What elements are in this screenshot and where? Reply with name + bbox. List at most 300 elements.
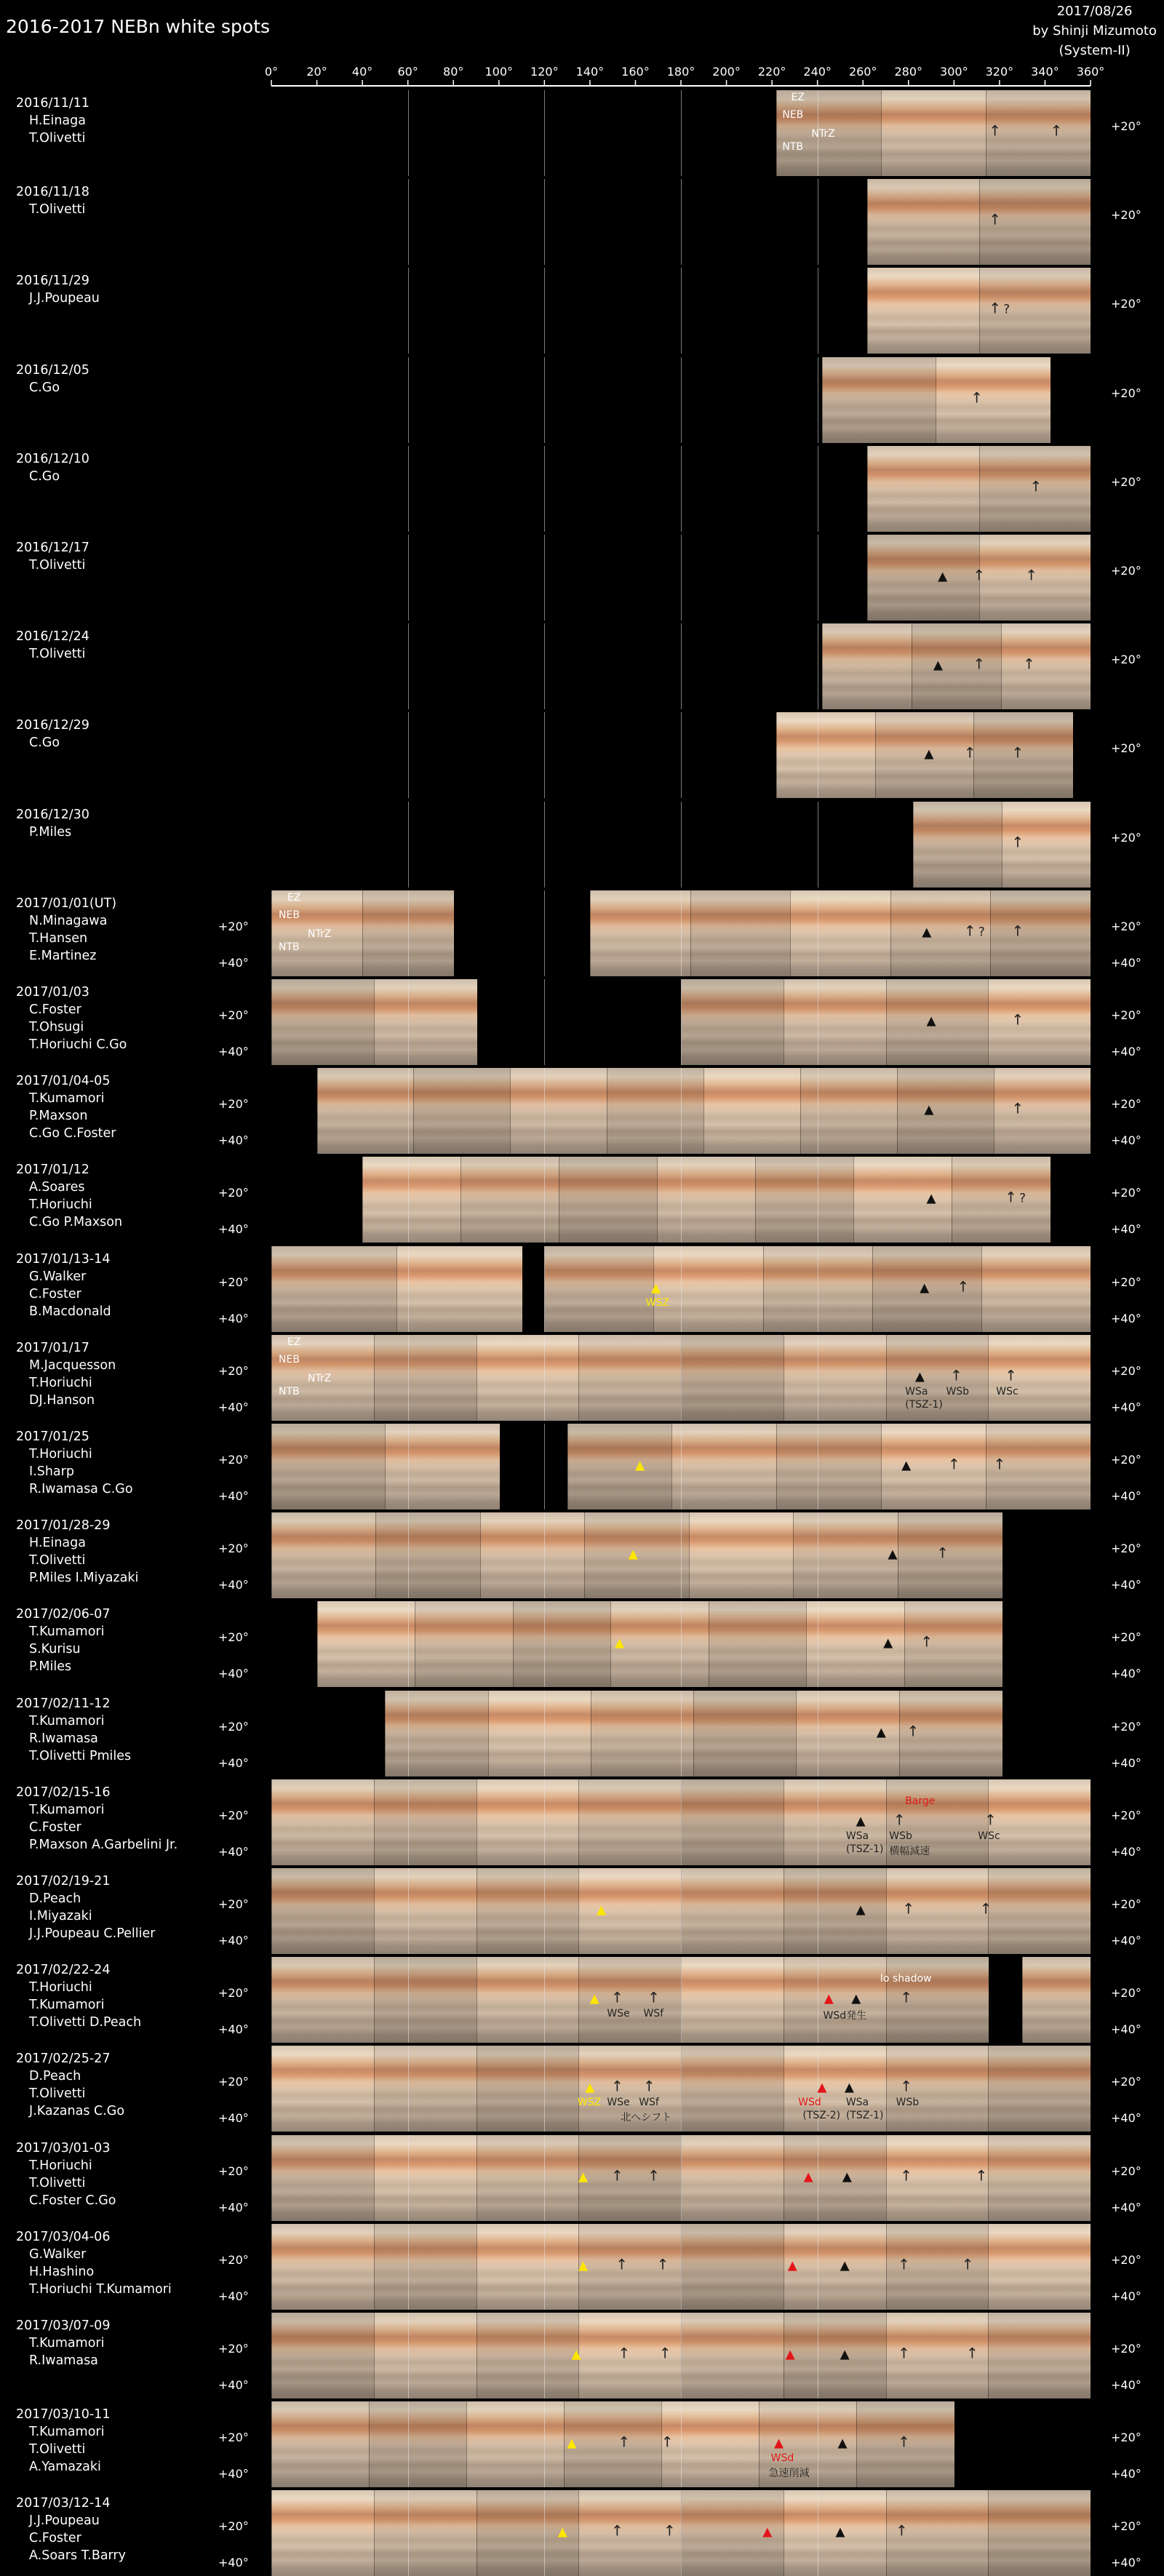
spot-annotation: WSd <box>798 2097 821 2109</box>
map-tile <box>661 2401 760 2487</box>
observer-name: T.Horiuchi <box>29 1375 92 1390</box>
lat-label-right: +20° <box>1111 2252 1141 2267</box>
meridian-line <box>408 1424 409 1510</box>
black-triangle-marker: ▲ <box>920 1280 930 1296</box>
observer-name: D.Peach <box>29 1891 81 1906</box>
map-tile <box>886 979 989 1065</box>
white-spot-arrow: ↑ <box>618 2344 631 2362</box>
spot-annotation: WSf <box>639 2097 659 2109</box>
map-tile <box>362 1157 461 1243</box>
white-spot-arrow: ↑ <box>611 2166 623 2185</box>
white-spot-arrow: ↑ <box>661 2433 674 2451</box>
observer-name: C.Foster <box>29 1819 81 1835</box>
belt-label: NEB <box>279 909 300 921</box>
meridian-line <box>681 2401 682 2487</box>
white-spot-arrow: ↑ <box>611 2521 623 2540</box>
axis-tick-label: 280° <box>894 65 923 79</box>
map-tile <box>271 1424 386 1510</box>
white-spot-arrow: ↑ <box>647 2166 660 2185</box>
axis-tick-label: 20° <box>306 65 327 79</box>
map-tile <box>867 446 979 532</box>
lat-label-left-40: +40° <box>218 1400 249 1414</box>
belt-label: NTB <box>279 941 300 953</box>
spot-annotation: WSc <box>996 1385 1018 1397</box>
meridian-line <box>408 1601 409 1687</box>
meridian-line <box>544 623 545 709</box>
map-tile <box>784 2224 887 2310</box>
meridian-line <box>681 890 682 976</box>
lat-label-left-20: +20° <box>218 1719 249 1734</box>
map-tile <box>867 268 979 354</box>
belt-label: EZ <box>287 1336 301 1348</box>
lat-label-left-40: +40° <box>218 1578 249 1592</box>
meridian-line <box>681 623 682 709</box>
map-tile <box>374 2224 477 2310</box>
white-spot-arrow: ↑ <box>618 2433 631 2451</box>
meridian-line <box>681 1068 682 1154</box>
meridian-line <box>681 90 682 176</box>
lat-label-left-20: +20° <box>218 1986 249 2001</box>
yellow-triangle-marker: ▲ <box>651 1280 661 1296</box>
red-triangle-marker: ▲ <box>817 2080 827 2095</box>
meridian-line <box>408 268 409 354</box>
white-spot-arrow: ↑ <box>656 2255 669 2273</box>
row-date: 2017/01/25 <box>16 1429 89 1444</box>
lat-label-left-40: +40° <box>218 1934 249 1947</box>
lat-label-left-20: +20° <box>218 2075 249 2089</box>
lat-label-left-40: +40° <box>218 2111 249 2126</box>
row-label <box>16 806 89 841</box>
observer-name: P.Miles I.Miyazaki <box>29 1571 139 1586</box>
map-tile <box>413 1068 511 1154</box>
meridian-line <box>408 890 409 976</box>
map-tile <box>477 2313 580 2398</box>
row-label <box>16 2317 110 2369</box>
row-label <box>16 717 89 751</box>
lat-label-right: +20° <box>1111 119 1141 133</box>
observer-name: R.Iwamasa <box>29 2353 98 2368</box>
lat-label-right: +20° <box>1111 1542 1141 1556</box>
map-tile <box>374 1779 477 1865</box>
yellow-triangle-marker: ▲ <box>635 1458 645 1473</box>
spot-annotation: WSa <box>845 2097 869 2109</box>
white-spot-arrow: ↑ <box>898 2255 910 2273</box>
meridian-line <box>544 1068 545 1154</box>
map-tile <box>822 357 936 443</box>
meridian-line <box>544 357 545 443</box>
map-tile <box>374 2313 477 2398</box>
observer-name: C.Go P.Maxson <box>29 1215 123 1230</box>
row-label <box>16 2140 116 2209</box>
observer-name: T.Hansen <box>29 930 88 946</box>
meridian-line <box>544 890 545 976</box>
lat-label-left-40: +40° <box>218 2289 249 2303</box>
white-spot-arrow: ↑ <box>989 121 1002 140</box>
lat-label-left-20: +20° <box>218 2431 249 2445</box>
observer-name: T.Olivetti D.Peach <box>29 2015 142 2030</box>
row-date: 2016/12/17 <box>16 541 89 555</box>
white-spot-arrow: ↑ <box>896 2521 908 2540</box>
lat-label-right: +20° <box>1111 2519 1141 2534</box>
map-tile <box>709 1601 807 1687</box>
lat-label-right-40: +40° <box>1111 1934 1141 1947</box>
meridian-line <box>681 802 682 888</box>
white-spot-arrow: ↑ <box>993 1455 1006 1473</box>
lat-label-left-40: +40° <box>218 1489 249 1503</box>
row-date: 2017/01/03 <box>16 985 89 1000</box>
row-label <box>16 272 100 307</box>
map-tile <box>988 2135 1091 2221</box>
row-label <box>16 2495 126 2564</box>
white-spot-arrow: ↑ <box>984 1811 997 1829</box>
belt-label: NTrZ <box>811 128 835 140</box>
belt-label: EZ <box>287 891 301 904</box>
meridian-line <box>681 179 682 265</box>
observer-name: T.Ohsugi <box>29 1020 84 1034</box>
map-tile <box>477 1868 580 1954</box>
map-tile <box>477 1957 580 2043</box>
lat-label-left-20: +20° <box>218 1008 249 1022</box>
observer-name: J.J.Poupeau <box>29 2513 100 2529</box>
white-spot-arrow: ↑ <box>1011 1099 1024 1117</box>
meridian-line <box>544 2046 545 2132</box>
spot-annotation: 北へシフト <box>621 2112 672 2124</box>
map-tile <box>271 1957 375 2043</box>
row-date: 2016/12/10 <box>16 451 89 466</box>
axis-tick-label: 140° <box>575 65 605 79</box>
meridian-line <box>408 1779 409 1865</box>
observer-name: C.Foster <box>29 1286 81 1301</box>
map-tile <box>385 1691 488 1777</box>
map-tile <box>564 2401 662 2487</box>
yellow-triangle-marker: ▲ <box>571 2347 581 2362</box>
lat-label-right: +20° <box>1111 1275 1141 1289</box>
map-tile <box>607 1068 704 1154</box>
row-date: 2016/12/30 <box>16 807 89 822</box>
observer-name: J.J.Poupeau C.Pellier <box>29 1926 156 1941</box>
lat-label-right-40: +40° <box>1111 1311 1141 1325</box>
yellow-triangle-marker: ▲ <box>557 2524 567 2540</box>
lat-label-left-20: +20° <box>218 2342 249 2356</box>
row-date: 2017/02/11-12 <box>16 1696 111 1711</box>
map-tile <box>271 2490 375 2576</box>
lat-label-left-40: +40° <box>218 955 249 970</box>
row-date: 2017/02/19-21 <box>16 1874 111 1889</box>
observer-name: T.Horiuchi <box>29 1197 92 1213</box>
meridian-line <box>408 1957 409 2043</box>
white-spot-arrow: ↑ <box>1025 566 1038 584</box>
axis-tick-label: 100° <box>485 65 514 79</box>
row-date: 2016/12/29 <box>16 718 89 733</box>
lat-label-right: +20° <box>1111 919 1141 933</box>
map-tile <box>657 1157 756 1243</box>
observer-name: C.Foster C.Go <box>29 2193 116 2208</box>
observer-name: G.Walker <box>29 1269 87 1284</box>
row-label <box>16 1161 122 1231</box>
white-spot-arrow: ↑ <box>989 299 1002 317</box>
map-tile <box>591 1691 694 1777</box>
meridian-line <box>408 623 409 709</box>
belt-label: NTrZ <box>308 1372 332 1384</box>
map-tile <box>610 1601 709 1687</box>
black-triangle-marker: ▲ <box>938 569 948 584</box>
map-tile <box>988 2313 1091 2398</box>
observer-name: T.Horiuchi T.Kumamori <box>29 2281 172 2297</box>
meridian-line <box>544 446 545 532</box>
black-triangle-marker: ▲ <box>883 1635 893 1651</box>
lat-label-left-40: +40° <box>218 1755 249 1770</box>
meridian-line <box>544 1335 545 1421</box>
map-tile <box>477 2224 580 2310</box>
white-spot-arrow: ↑ <box>900 2166 913 2185</box>
row-label <box>16 1428 133 1498</box>
axis-tick-label: 0° <box>264 65 279 79</box>
lat-label-left-20: +20° <box>218 1808 249 1822</box>
black-triangle-marker: ▲ <box>901 1458 912 1473</box>
spot-annotation: WSZ <box>645 1296 669 1309</box>
white-spot-arrow: ↑ <box>611 1988 623 2006</box>
lat-label-right: +20° <box>1111 208 1141 223</box>
lat-label-right-40: +40° <box>1111 2289 1141 2303</box>
spot-annotation: WSb <box>889 1830 912 1842</box>
black-triangle-marker: ▲ <box>924 1102 934 1117</box>
map-tile <box>681 1335 784 1421</box>
white-spot-arrow: ↑ <box>893 1811 906 1829</box>
map-tile <box>385 1424 499 1510</box>
lat-label-right-40: +40° <box>1111 1844 1141 1859</box>
meridian-line <box>681 712 682 798</box>
map-tile <box>271 1512 376 1598</box>
white-spot-arrow: ↑ <box>1023 655 1035 673</box>
black-triangle-marker: ▲ <box>844 2080 854 2095</box>
meridian-line <box>681 1868 682 1954</box>
meridian-line <box>408 1868 409 1954</box>
observer-name: P.Miles <box>29 824 72 840</box>
meridian-line <box>408 2046 409 2132</box>
lat-label-right-40: +40° <box>1111 2111 1141 2126</box>
axis-tick-label: 360° <box>1076 65 1105 79</box>
lat-label-right-40: +40° <box>1111 2022 1141 2037</box>
row-date: 2016/11/29 <box>16 274 89 289</box>
meridian-line <box>544 1868 545 1954</box>
lat-label-left-20: +20° <box>218 1453 249 1467</box>
lat-label-left-40: +40° <box>218 2556 249 2570</box>
white-spot-arrow: ↑ <box>658 2344 671 2362</box>
meridian-line <box>408 2224 409 2310</box>
map-tile <box>271 2401 370 2487</box>
spot-annotation: WSZ <box>577 2097 602 2109</box>
spot-annotation: WSd <box>770 2452 794 2465</box>
meridian-line <box>681 1601 682 1687</box>
map-tile <box>881 90 986 176</box>
map-tile <box>867 535 979 621</box>
meridian-line <box>681 535 682 621</box>
map-tile <box>369 2401 467 2487</box>
row-label <box>16 362 89 396</box>
row-label <box>16 1339 116 1409</box>
observer-name: T.Kumamori <box>29 1802 105 1817</box>
meridian-line <box>408 1691 409 1777</box>
map-tile <box>681 2046 784 2132</box>
meridian-line <box>681 1157 682 1243</box>
white-spot-arrow: ↑ <box>611 2077 623 2095</box>
row-label <box>16 183 89 218</box>
white-spot-arrow: ↑ <box>965 2344 978 2362</box>
white-spot-arrow: ↑ <box>1029 477 1043 495</box>
meridian-line <box>408 535 409 621</box>
map-tile <box>776 1424 882 1510</box>
observer-name: B.Macdonald <box>29 1304 111 1319</box>
yellow-triangle-marker: ▲ <box>578 2258 589 2273</box>
belt-label: EZ <box>791 92 805 103</box>
spot-annotation: Io shadow <box>880 1973 932 1985</box>
lat-label-left-40: +40° <box>218 2200 249 2214</box>
map-tile <box>784 1957 887 2043</box>
map-tile <box>988 1335 1091 1421</box>
yellow-triangle-marker: ▲ <box>585 2080 595 2095</box>
yellow-triangle-marker: ▲ <box>628 1547 638 1562</box>
spot-annotation: WSa <box>845 1830 869 1842</box>
white-spot-arrow: ↑ <box>979 1899 992 1918</box>
white-spot-arrow: ↑ <box>1011 1010 1024 1029</box>
lat-label-right-40: +40° <box>1111 2378 1141 2392</box>
lat-label-left-20: +20° <box>218 1630 249 1645</box>
meridian-line <box>544 979 545 1065</box>
lat-label-right: +20° <box>1111 1186 1141 1200</box>
white-spot-arrow: ↑ <box>975 2166 988 2185</box>
observer-name: E.Martinez <box>29 948 97 963</box>
meridian-line <box>544 268 545 354</box>
white-spot-arrow: ↑ <box>963 743 976 762</box>
map-tile <box>396 1246 522 1332</box>
observer-name: H.Einaga <box>29 113 86 128</box>
yellow-triangle-marker: ▲ <box>589 1991 599 2006</box>
white-spot-arrow: ↑ <box>970 388 983 407</box>
observer-name: T.Olivetti Pmiles <box>29 1748 132 1763</box>
row-label <box>16 450 89 485</box>
observer-name: D.Peach <box>29 2069 81 2084</box>
observer-name: C.Go C.Foster <box>29 1126 116 1141</box>
map-tile <box>988 1779 1091 1865</box>
lat-label-right-40: +40° <box>1111 1489 1141 1503</box>
observer-name: T.Olivetti <box>29 2442 86 2457</box>
observer-name: P.Miles <box>29 1659 72 1675</box>
lat-label-right: +20° <box>1111 2431 1141 2445</box>
white-spot-arrow: ↑ <box>973 566 986 584</box>
map-tile <box>477 2135 580 2221</box>
observer-name: J.Kazanas C.Go <box>29 2104 125 2119</box>
black-triangle-marker: ▲ <box>837 2436 848 2451</box>
meridian-line <box>681 2135 682 2221</box>
meridian-line <box>544 2313 545 2398</box>
black-triangle-marker: ▲ <box>914 1369 925 1384</box>
white-spot-arrow: ↑ <box>1011 743 1024 762</box>
lat-label-right-40: +40° <box>1111 1222 1141 1237</box>
map-tile <box>271 979 375 1065</box>
meridian-line <box>408 2401 409 2487</box>
observer-name: T.Olivetti <box>29 558 86 573</box>
white-spot-arrow: ↑ <box>973 655 986 673</box>
map-tile <box>994 1068 1091 1154</box>
row-date: 2017/02/25-27 <box>16 2051 111 2067</box>
spot-annotation: (TSZ-1) <box>845 1843 884 1855</box>
meridian-line <box>544 1601 545 1687</box>
row-date: 2017/03/07-09 <box>16 2318 111 2333</box>
row-label <box>16 1072 116 1142</box>
map-tile <box>784 1335 887 1421</box>
row-date: 2017/02/15-16 <box>16 1785 111 1800</box>
map-tile <box>374 2046 477 2132</box>
spot-annotation: WSb <box>896 2097 920 2109</box>
meridian-line <box>408 1512 409 1598</box>
observer-name: N.Minagawa <box>29 913 108 928</box>
axis-tick-label: 40° <box>351 65 373 79</box>
spot-annotation: (TSZ-1) <box>845 2110 884 2122</box>
lat-label-left-40: +40° <box>218 1844 249 1859</box>
row-date: 2017/01/12 <box>16 1163 89 1178</box>
lat-label-left-20: +20° <box>218 1275 249 1289</box>
meridian-line <box>544 1957 545 2043</box>
belt-label: NTB <box>279 1385 300 1397</box>
spot-annotation: WSe <box>607 2008 630 2020</box>
lat-label-left-20: +20° <box>218 1186 249 1200</box>
lat-label-right: +20° <box>1111 1719 1141 1734</box>
map-tile <box>590 890 691 976</box>
lat-label-right: +20° <box>1111 830 1141 845</box>
observer-name: A.Yamazaki <box>29 2460 101 2475</box>
map-tile <box>681 2224 784 2310</box>
map-tile <box>703 1068 801 1154</box>
white-spot-arrow: ↑ <box>989 210 1002 228</box>
belt-label: NEB <box>782 109 804 121</box>
red-triangle-marker: ▲ <box>762 2524 773 2540</box>
observer-name: T.Horiuchi <box>29 1980 92 1995</box>
row-date: 2017/01/04-05 <box>16 1074 111 1089</box>
map-tile <box>793 1512 898 1598</box>
map-tile <box>480 1512 585 1598</box>
lat-label-right: +20° <box>1111 1453 1141 1467</box>
meridian-line <box>681 1779 682 1865</box>
meridian-line <box>408 1157 409 1243</box>
lat-label-right: +20° <box>1111 1363 1141 1378</box>
map-tile <box>544 1246 654 1332</box>
map-tile <box>681 1779 784 1865</box>
map-tile <box>881 1424 986 1510</box>
credit-author: by Shinji Mizumoto <box>1032 23 1157 39</box>
meridian-line <box>681 2313 682 2398</box>
map-tile <box>578 1779 682 1865</box>
observer-name: C.Go <box>29 380 60 395</box>
map-tile <box>681 1868 784 1954</box>
map-tile <box>375 1512 480 1598</box>
observer-name: M.Jacquesson <box>29 1357 116 1373</box>
lat-label-left-40: +40° <box>218 2467 249 2481</box>
row-date: 2017/01/17 <box>16 1340 89 1355</box>
black-triangle-marker: ▲ <box>924 746 934 762</box>
lat-label-left-20: +20° <box>218 1097 249 1112</box>
map-tile <box>867 179 979 265</box>
row-date: 2016/11/11 <box>16 96 89 111</box>
yellow-triangle-marker: ▲ <box>615 1635 625 1651</box>
map-tile <box>488 1691 591 1777</box>
meridian-line <box>544 2135 545 2221</box>
observer-name: C.Foster <box>29 1002 81 1017</box>
lat-label-right-40: +40° <box>1111 1578 1141 1592</box>
map-tile <box>578 1868 682 1954</box>
white-spot-arrow: ↑ <box>615 2255 629 2273</box>
observer-name: T.Kumamori <box>29 2425 105 2440</box>
lat-label-right: +20° <box>1111 653 1141 667</box>
